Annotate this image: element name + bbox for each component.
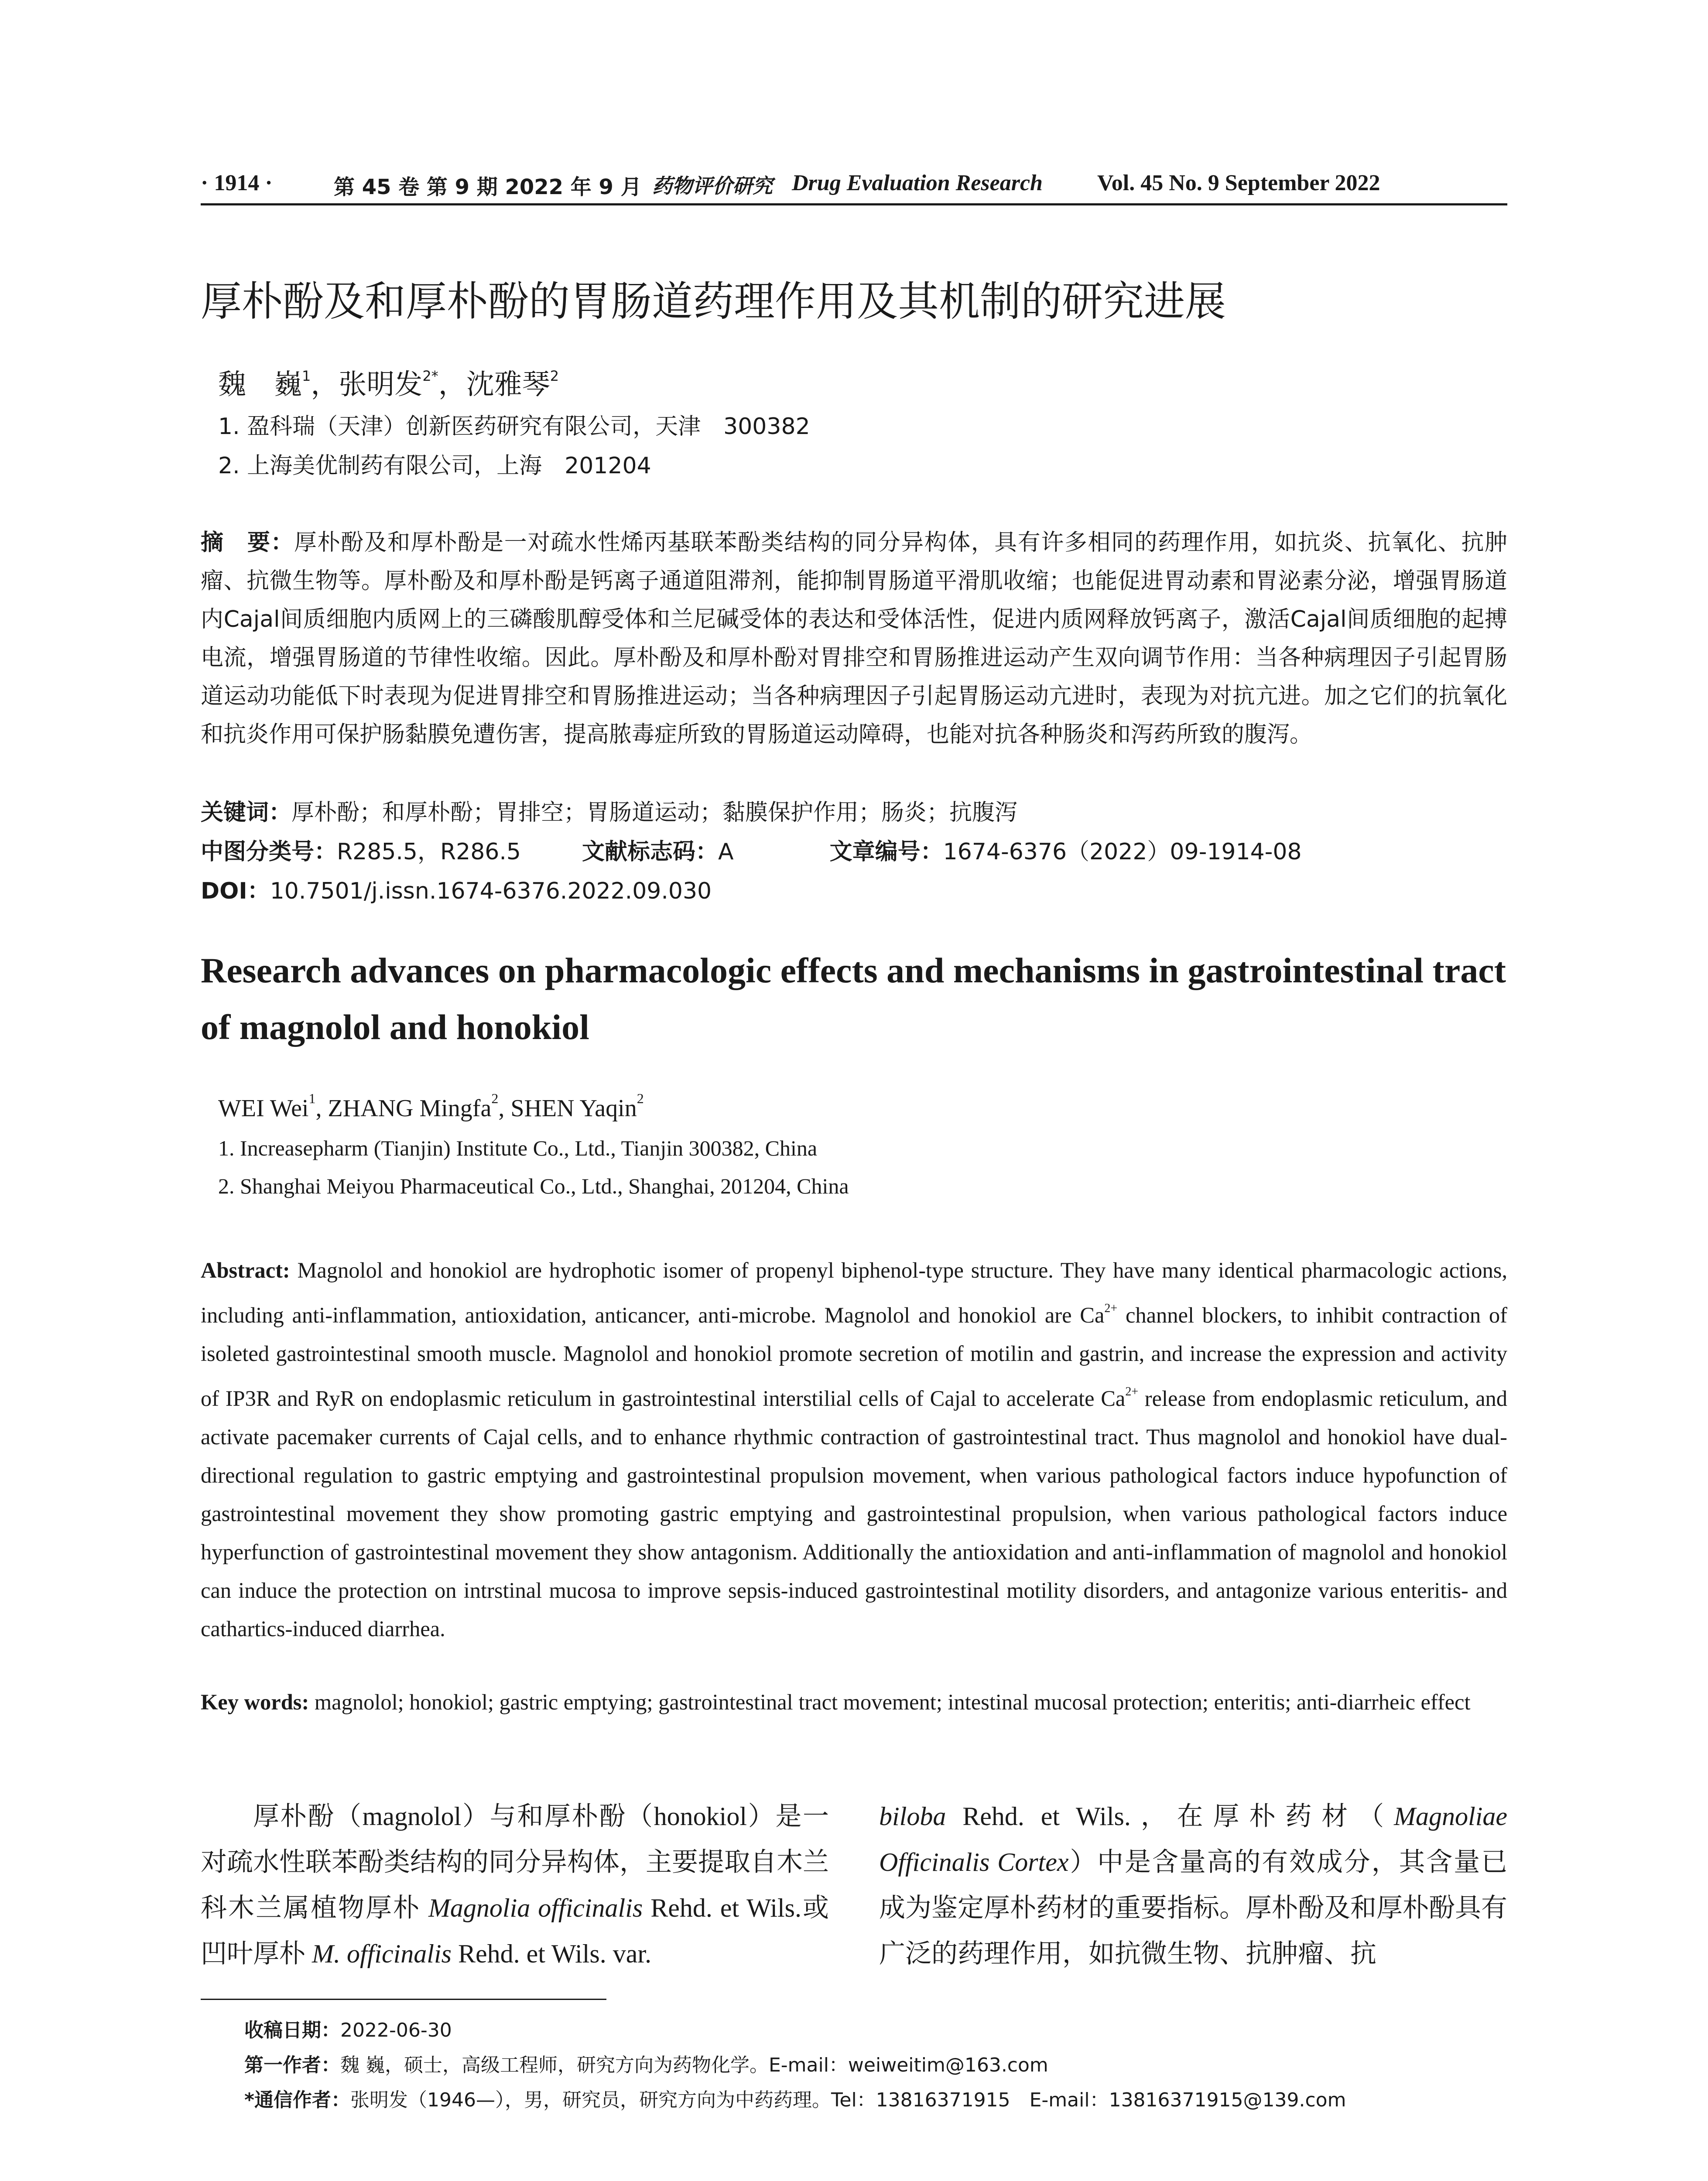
- en-author-sup: 1: [308, 1090, 316, 1106]
- en-abstract: [201, 1251, 1507, 1648]
- ca-superscript: 2+: [1125, 1385, 1139, 1398]
- articleno-label: 文章编号：: [829, 839, 943, 865]
- en-affiliation: 1. Increasepharm (Tianjin) Institute Co., Ltd., Tianjin 300382, China: [218, 1136, 818, 1160]
- cn-author-sup: 2: [550, 368, 559, 384]
- en-keywords-label: Key words:: [201, 1690, 309, 1714]
- doi-value: 10.7501/j.issn.1674-6376.2022.09.030: [270, 878, 712, 904]
- body-column-left: [201, 1794, 829, 1977]
- cn-abstract: [201, 523, 1507, 754]
- en-author-sep: ,: [498, 1095, 511, 1122]
- body-text: ）中是含量高的有效成分，其含量已成为鉴定厚朴药材的重要指标。厚朴酚及和厚朴酚具有广泛的药理作用，如抗微生物、抗肿瘤、抗: [879, 1848, 1507, 1968]
- en-keywords-text: magnolol; honokiol; gastric emptying; gastrointestinal tract movement; intestinal mucosal protection; enteritis; anti-diarrheic effect: [314, 1690, 1471, 1714]
- body-text-italic: M. officinalis: [312, 1939, 452, 1968]
- cn-title: 厚朴酚及和厚朴酚的胃肠道药理作用及其机制的研究进展: [201, 278, 1226, 325]
- journal-cn-logo: 药物评价研究: [652, 174, 773, 198]
- cn-author-sep: ，: [438, 369, 466, 401]
- en-affiliation: 2. Shanghai Meiyou Pharmaceutical Co., Ltd., Shanghai, 201204, China: [218, 1174, 849, 1198]
- cn-abstract-label: 摘 要：: [201, 530, 294, 556]
- en-author-sup: 2: [637, 1090, 644, 1106]
- cn-doi: [201, 872, 712, 905]
- cn-classification: [201, 833, 1302, 866]
- en-author-name: SHEN Yaqin: [510, 1095, 637, 1122]
- clc-label: 中图分类号：: [201, 839, 337, 865]
- doccode-value: A: [718, 839, 734, 865]
- corresponding-value: 张明发（1946—），男，研究员，研究方向为中药药理。Tel：13816371915 E-mail：13816371915@139.com: [350, 2089, 1346, 2111]
- journal-en-name: Drug Evaluation Research: [792, 171, 1043, 195]
- articleno-value: 1674-6376（2022）09-1914-08: [943, 839, 1302, 865]
- en-author-name: WEI Wei: [218, 1095, 309, 1122]
- clc-value: R285.5，R286.5: [337, 839, 521, 865]
- page-number: · 1914 ·: [201, 171, 273, 195]
- footnote-received: [244, 2014, 452, 2042]
- en-abstract-text: Magnolol and honokiol are hydrophotic isomer of propenyl biphenol-type structure. They have many identical pharmacologic actions, including anti-inflammation, antioxidation, anticancer, anti-microbe. Magnolol and honokiol are Ca: [201, 1258, 1507, 1327]
- en-title: Research advances on pharmacologic effects and mechanisms in gastrointestinal tract of magnolol and honokiol: [201, 950, 1506, 1047]
- cn-author-name: 张明发: [339, 369, 423, 401]
- cn-author-name: 魏 巍: [218, 369, 302, 401]
- en-abstract-text: release from endoplasmic reticulum, and activate pacemaker currents of Cajal cells, and to enhance rhythmic contraction of gastrointestinal tract. Thus magnolol and honokiol have dual-directional regulation to gastric emptying and gastrointestinal propulsion movement, when various pathological factors induce hypofunction of gastrointestinal movement they show promoting gastric emptying and gastrointestinal propulsion, when various pathological factors induce hyperfunction of gastrointestinal movement they show antagonism. Additionally the antioxidation and anti-inflammation of magnolol and honokiol can induce the protection on intrstinal mucosa to improve sepsis-induced gastrointestinal motility disorders, and antagonize various enteritis- and cathartics-induced diarrhea.: [201, 1386, 1507, 1641]
- body-text: 厚朴酚（magnolol）与和厚朴酚（honokiol）是一对疏水性联苯酚类结构的同分异构体，主要提取自木兰科木兰属植物厚朴: [201, 1802, 829, 1922]
- running-header: [201, 165, 1507, 200]
- en-abstract-label: Abstract:: [201, 1258, 290, 1282]
- footnote-first-author: [244, 2049, 1048, 2077]
- body-text-italic: Magnoliae Officinalis Cortex: [879, 1802, 1507, 1877]
- cn-affiliation: 1. 盈科瑞（天津）创新医药研究有限公司，天津 300382: [218, 414, 810, 440]
- cn-author-sep: ，: [311, 369, 339, 401]
- en-author-name: ZHANG Mingfa: [328, 1095, 492, 1122]
- body-text: Rehd. et Wils.或凹叶厚朴: [201, 1894, 829, 1968]
- body-text-italic: Magnolia officinalis: [428, 1894, 643, 1922]
- en-author-sep: ,: [315, 1095, 328, 1122]
- cn-issue-info: 第 45 卷 第 9 期 2022 年 9 月: [334, 175, 642, 199]
- en-authors: [218, 1090, 644, 1122]
- footnote-rule: [201, 1999, 606, 2000]
- cn-author-sup: 1: [302, 368, 311, 384]
- footnote-corresponding-author: [244, 2084, 1346, 2112]
- en-issue-info: Vol. 45 No. 9 September 2022: [1097, 171, 1380, 195]
- cn-keywords: [201, 794, 1017, 827]
- cn-author-name: 沈雅琴: [466, 369, 550, 401]
- first-author-label: 第一作者：: [244, 2054, 340, 2076]
- body-text: Rehd. et Wils. var.: [458, 1939, 652, 1968]
- doccode-label: 文献标志码：: [582, 839, 719, 865]
- ca-superscript: 2+: [1104, 1302, 1118, 1315]
- doi-label: DOI：: [201, 878, 270, 904]
- body-text-italic: biloba: [879, 1802, 946, 1831]
- received-label: 收稿日期：: [244, 2019, 340, 2041]
- header-rule: [201, 203, 1507, 205]
- cn-keywords-label: 关键词：: [201, 800, 292, 826]
- corresponding-label: *通信作者：: [244, 2089, 351, 2111]
- en-keywords: [201, 1683, 1507, 1721]
- cn-authors: [218, 362, 559, 402]
- en-abstract-text: channel blockers, to inhibit contraction of isoleted gastrointestinal smooth muscle. Magnolol and honokiol promote secretion of motilin and gastrin, and increase the expression and activity of IP3R and RyR on endoplasmic reticulum in gastrointestinal interstilial cells of Cajal to accelerate Ca: [201, 1303, 1507, 1411]
- cn-author-sup: 2*: [422, 368, 438, 384]
- cn-abstract-text: 厚朴酚及和厚朴酚是一对疏水性烯丙基联苯酚类结构的同分异构体，具有许多相同的药理作用，如抗炎、抗氧化、抗肿瘤、抗微生物等。厚朴酚及和厚朴酚是钙离子通道阻滞剂，能抑制胃肠道平滑肌收缩；也能促进胃动素和胃泌素分泌，增强胃肠道内Cajal间质细胞内质网上的三磷酸肌醇受体和兰尼碱受体的表达和受体活性，促进内质网释放钙离子，激活Cajal间质细胞的起搏电流，增强胃肠道的节律性收缩。因此。厚朴酚及和厚朴酚对胃排空和胃肠推进运动产生双向调节作用：当各种病理因子引起胃肠道运动功能低下时表现为促进胃排空和胃肠推进运动；当各种病理因子引起胃肠运动亢进时，表现为对抗亢进。加之它们的抗氧化和抗炎作用可保护肠黏膜免遭伤害，提高脓毒症所致的胃肠道运动障碍，也能对抗各种肠炎和泻药所致的腹泻。: [201, 530, 1507, 748]
- first-author-value: 魏 巍，硕士，高级工程师，研究方向为药物化学。E-mail：weiweitim@163.com: [340, 2054, 1048, 2076]
- cn-keywords-text: 厚朴酚；和厚朴酚；胃排空；胃肠道运动；黏膜保护作用；肠炎；抗腹泻: [291, 800, 1018, 826]
- received-value: 2022-06-30: [340, 2019, 452, 2041]
- body-column-right: [879, 1794, 1507, 1977]
- en-author-sup: 2: [491, 1090, 499, 1106]
- body-text: Rehd. et Wils.，在厚朴药材（: [962, 1802, 1394, 1831]
- cn-affiliation: 2. 上海美优制药有限公司，上海 201204: [218, 453, 651, 479]
